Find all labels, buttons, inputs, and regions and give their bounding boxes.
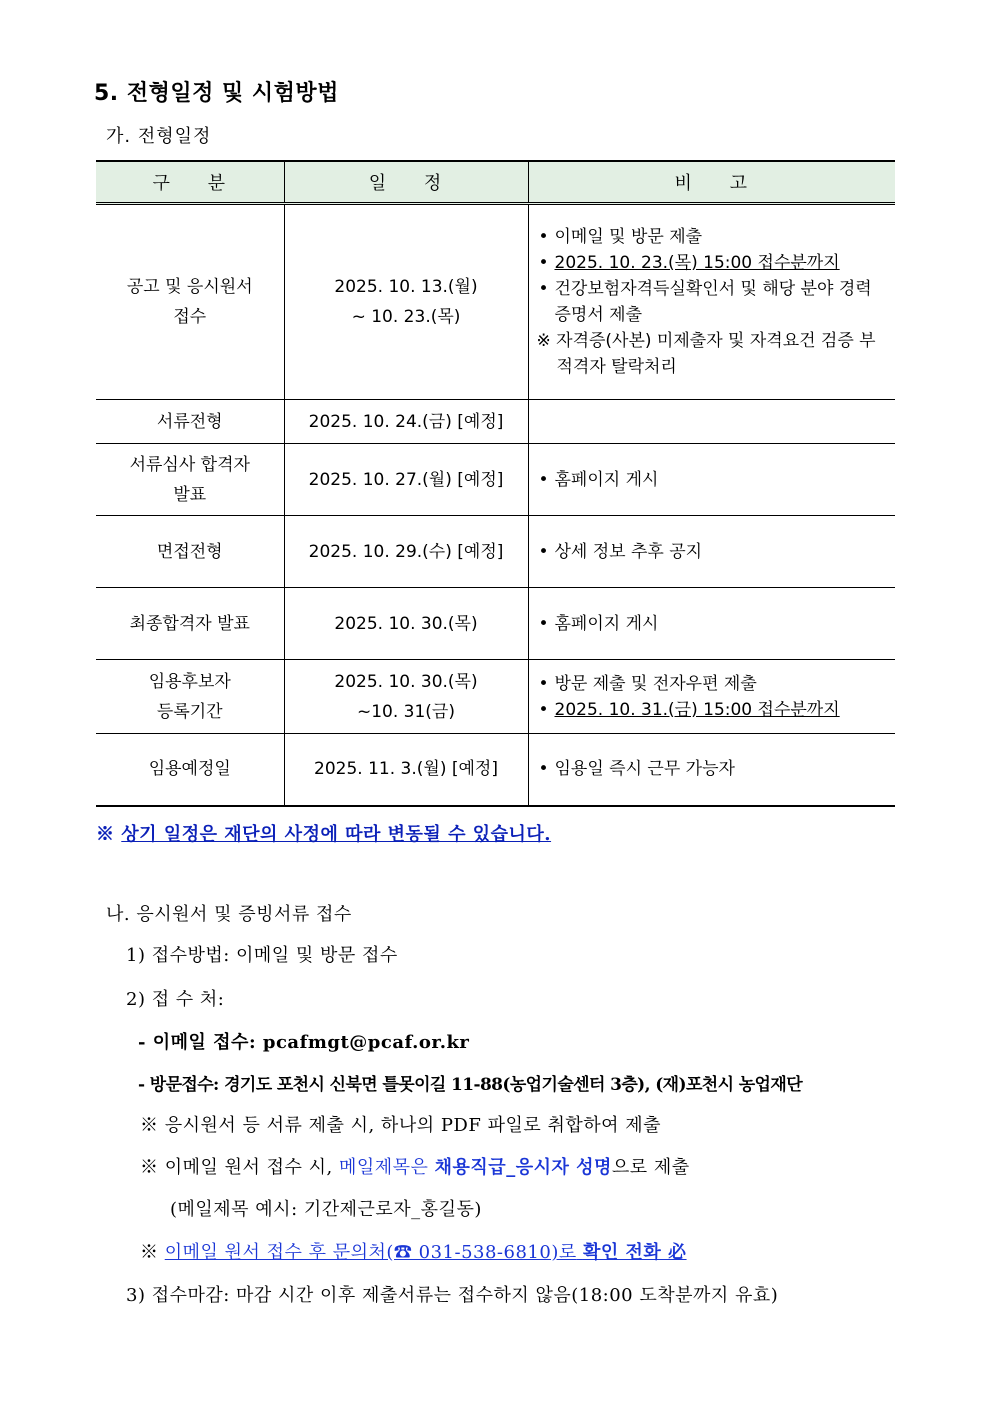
schedule-date-cell [284,444,528,516]
schedule-category-cell [96,734,284,806]
notice-mark: ※ [96,824,115,845]
remark-bullet [537,671,888,697]
schedule-category-line: 임용예정일 [148,759,231,780]
section-title: 5. 전형일정 및 시험방법 [94,81,339,106]
schedule-date-line: ~10. 31(금) [356,701,455,722]
note-email-example: (메일제목 예시: 기간제근로자_홍길동) [170,1199,482,1220]
schedule-row [96,444,895,516]
schedule-table-header [96,161,895,204]
schedule-date-line: 2025. 10. 24.(금) [예정] [308,411,504,432]
schedule-remarks-cell [528,400,895,444]
remark-bullet-text: 임용일 즉시 근무 가능자 [554,759,735,780]
submission-deadline: 3) 접수마감: 마감 시간 이후 제출서류는 접수하지 않음(18:00 도착분까지 유효) [126,1285,779,1306]
email-label: - 이메일 접수: [138,1032,257,1053]
remark-bullet-text: 방문 제출 및 전자우편 제출 [554,673,757,694]
schedule-date-line: 2025. 10. 30.(목) [334,671,478,692]
remark-bullet [537,467,888,493]
schedule-remarks-cell [528,204,895,400]
visit-address: 경기도 포천시 신북면 틀못이길 11-88(농업기술센터 3층), (재)포천시 농업재단 [224,1075,803,1095]
schedule-date-cell [284,588,528,660]
schedule-remarks-cell [528,734,895,806]
remark-bullet-text: 이메일 및 방문 제출 [554,227,703,247]
submission-place-label: 2) 접 수 처: [126,989,225,1010]
header-remarks: 비 고 [528,161,895,204]
schedule-category-line: 접수 [173,307,207,327]
schedule-remarks-cell [528,516,895,588]
schedule-remarks-cell [528,660,895,734]
notice-text: 상기 일정은 재단의 사정에 따라 변동될 수 있습니다. [121,824,552,845]
schedule-row [96,734,895,806]
remark-bullet [537,611,888,637]
note-pdf: ※ 응시원서 등 서류 제출 시, 하나의 PDF 파일로 취합하여 제출 [140,1115,662,1136]
schedule-category-line: 서류전형 [156,411,223,432]
subsection-schedule-title: 가. 전형일정 [106,126,212,147]
schedule-date-line: 2025. 10. 27.(월) [예정] [308,469,504,490]
header-category: 구 분 [96,161,284,204]
schedule-date-cell [284,660,528,734]
note-email-subject-b: 메일제목은 [338,1157,429,1178]
subsection-submission-title: 나. 응시원서 및 증빙서류 접수 [106,904,352,925]
schedule-category-cell [96,660,284,734]
schedule-category-line: 최종합격자 발표 [129,613,250,634]
note-phone-text [165,1242,687,1263]
remark-bullet-text: 홈페이지 게시 [554,469,659,490]
email-submission [138,1028,469,1054]
schedule-row [96,400,895,444]
note-phone-confirm [140,1238,687,1264]
schedule-remarks-cell [528,444,895,516]
schedule-change-notice [96,820,551,846]
schedule-date-cell [284,734,528,806]
remark-bullet-text: 건강보험자격득실확인서 및 해당 분야 경력증명서 제출 [554,279,872,325]
note-email-subject [140,1153,690,1179]
email-address[interactable]: pcafmgt@pcaf.or.kr [262,1032,470,1053]
visit-submission [138,1070,802,1095]
schedule-category-line: 공고 및 응시원서 [126,277,253,297]
remark-bullet [537,224,888,250]
note-phone-a: 이메일 원서 접수 후 문의처(☎ 031-538-6810)로 [164,1242,577,1263]
remark-bullet [537,276,888,328]
schedule-category-cell [96,516,284,588]
schedule-date-line: 2025. 11. 3.(월) [예정] [314,759,498,780]
schedule-category-cell [96,204,284,400]
note-phone-b: 확인 전화 必 [582,1242,687,1263]
schedule-table [96,160,895,807]
schedule-category-cell [96,400,284,444]
note-phone-mark: ※ [140,1242,159,1263]
schedule-date-line: 2025. 10. 30.(목) [334,613,478,634]
schedule-row [96,204,895,400]
schedule-category-line: 임용후보자 [148,671,231,692]
schedule-row [96,660,895,734]
schedule-row [96,588,895,660]
remark-bullet [537,756,888,782]
visit-label: - 방문접수: [138,1075,219,1095]
header-schedule: 일 정 [284,161,528,204]
schedule-date-cell [284,516,528,588]
schedule-date-cell [284,204,528,400]
note-email-subject-c: 채용직급_응시자 성명 [434,1157,612,1178]
schedule-category-line: 면접전형 [156,541,223,562]
schedule-row [96,516,895,588]
note-email-subject-d: 으로 제출 [611,1157,690,1178]
schedule-category-line: 등록기간 [156,701,223,722]
remark-bullet [537,250,888,276]
schedule-date-line: 2025. 10. 29.(수) [예정] [308,541,504,562]
remark-bullet [537,539,888,565]
remark-note: ※ 자격증(사본) 미제출자 및 자격요건 검증 부적격자 탈락처리 [536,331,876,377]
schedule-remarks-cell [528,588,895,660]
remark-bullet-text: 2025. 10. 23.(목) 15:00 접수분까지 [554,253,840,273]
remark-bullet [537,697,888,723]
schedule-category-line: 서류심사 합격자 [129,454,250,475]
remark-bullet-text: 상세 정보 추후 공지 [554,541,703,562]
schedule-category-cell [96,444,284,516]
remark-bullet-text: 홈페이지 게시 [554,613,659,634]
submission-method: 1) 접수방법: 이메일 및 방문 접수 [126,945,398,966]
schedule-date-line: 2025. 10. 13.(월) [334,277,478,297]
schedule-category-line: 발표 [173,484,207,505]
remark-bullet-text: 2025. 10. 31.(금) 15:00 접수분까지 [554,699,840,720]
schedule-category-cell [96,588,284,660]
schedule-date-cell [284,400,528,444]
note-email-subject-a: ※ 이메일 원서 접수 시, [140,1157,333,1178]
schedule-date-line: ~ 10. 23.(목) [351,307,461,327]
